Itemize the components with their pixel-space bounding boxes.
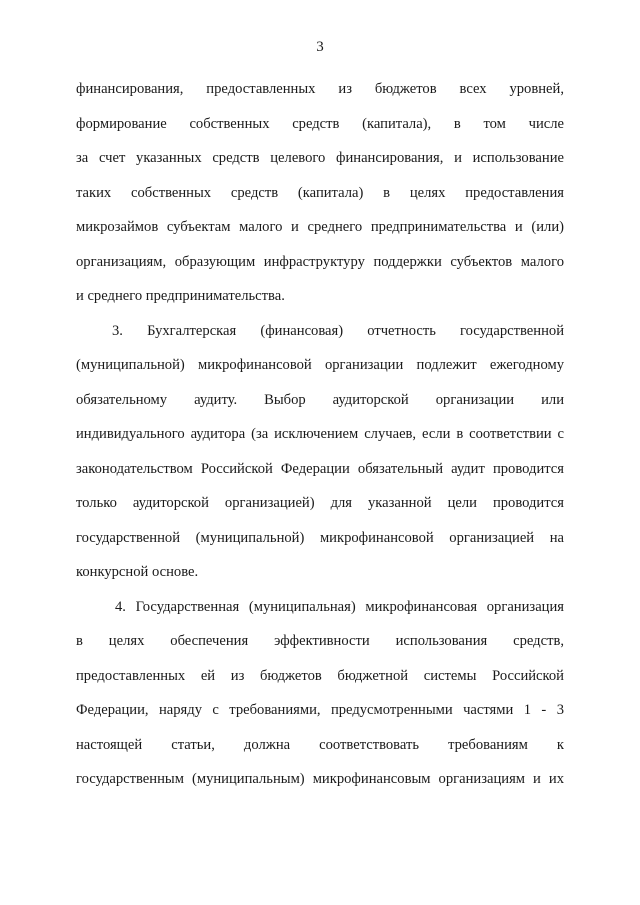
text-line: микрозаймов субъектам малого и среднего предпринимательства и (или) <box>76 219 564 235</box>
text-line: только аудиторской организацией) для указанной цели проводится <box>76 495 564 511</box>
text-line: 3. Бухгалтерская (финансовая) отчетность государственной <box>112 322 564 339</box>
text-line: 4. Государственная (муниципальная) микрофинансовая организация <box>115 598 564 615</box>
text-line: индивидуального аудитора (за исключением случаев, если в соответствии с <box>76 426 564 442</box>
text-line: (муниципальной) микрофинансовой организации подлежит ежегодному <box>76 357 564 373</box>
text-line: обязательному аудиту. Выбор аудиторской организации или <box>76 391 564 408</box>
text-line: и среднего предпринимательства. <box>76 288 285 304</box>
document-body <box>76 72 564 797</box>
page-number: 3 <box>316 39 324 55</box>
text-line: законодательством Российской Федерации обязательный аудит проводится <box>76 460 564 477</box>
text-line: государственным (муниципальным) микрофинансовым организациям и их <box>76 771 564 787</box>
text-line: предоставленных ей из бюджетов бюджетной системы Российской <box>76 667 564 684</box>
text-line: Федерации, наряду с требованиями, предусмотренными частями 1 - 3 <box>76 702 564 718</box>
text-line: в целях обеспечения эффективности использования средств, <box>76 633 564 649</box>
text-line: настоящей статьи, должна соответствовать требованиям к <box>76 736 564 753</box>
text-line: государственной (муниципальной) микрофинансовой организацией на <box>76 529 564 546</box>
text-line: формирование собственных средств (капитала), в том числе <box>76 115 564 132</box>
paragraph <box>76 314 564 590</box>
text-line: таких собственных средств (капитала) в целях предоставления <box>76 184 564 201</box>
paragraph <box>76 72 564 314</box>
text-line: организациям, образующим инфраструктуру поддержки субъектов малого <box>76 253 564 270</box>
text-line: финансирования, предоставленных из бюджетов всех уровней, <box>76 81 564 97</box>
paragraph <box>76 590 564 797</box>
text-line: за счет указанных средств целевого финансирования, и использование <box>76 150 564 166</box>
text-line: конкурсной основе. <box>76 564 199 580</box>
